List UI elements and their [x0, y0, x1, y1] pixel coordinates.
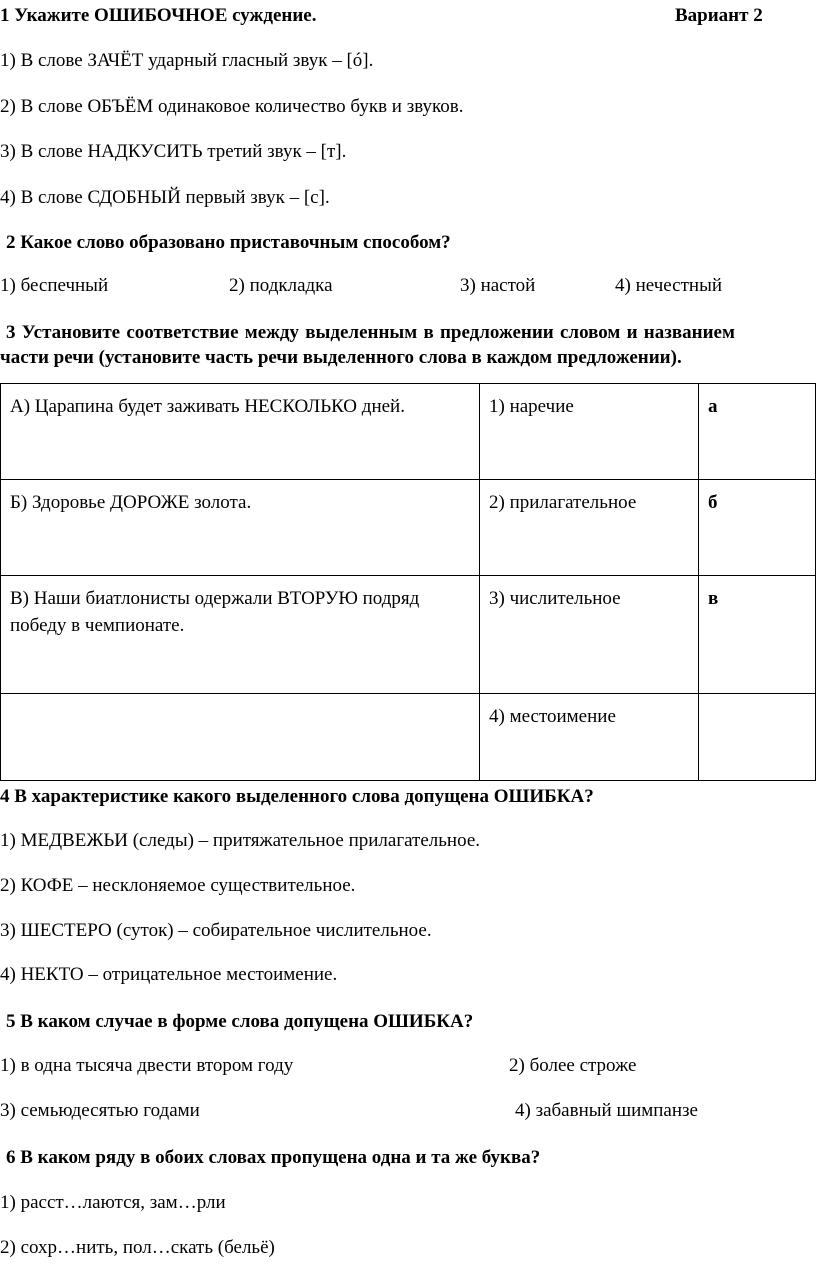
q3-title-line2: части речи (установите часть речи выделенного слова в каждом предложении). — [0, 347, 682, 368]
q6-title: 6 В каком ряду в обоих словах пропущена одна и та же буква? — [6, 1147, 541, 1168]
q4-option-4: 4) НЕКТО – отрицательное местоимение. — [0, 964, 338, 985]
matching-table — [0, 383, 816, 781]
table-row — [1, 480, 816, 576]
table-cell-part-of-speech: 3) числительное — [480, 576, 699, 694]
q2-option-1: 1) беспечный — [0, 275, 109, 296]
table-cell-part-of-speech: 1) наречие — [480, 384, 699, 480]
q6-option-1: 1) расст…лаются, зам…рли — [0, 1192, 226, 1213]
table-cell-sentence: Б) Здоровье ДОРОЖЕ золота. — [1, 480, 480, 576]
q2-option-3: 3) настой — [460, 275, 536, 296]
q4-option-1: 1) МЕДВЕЖЬИ (следы) – притяжательное прилагательное. — [0, 830, 481, 851]
q2-title: 2 Какое слово образовано приставочным способом? — [6, 232, 451, 253]
table-row — [1, 384, 816, 480]
answer-cell[interactable]: в — [699, 576, 816, 694]
q1-option-2: 2) В слове ОБЪЁМ одинаковое количество букв и звуков. — [0, 96, 464, 117]
q5-option-4: 4) забавный шимпанзе — [515, 1100, 698, 1121]
table-row — [1, 576, 816, 694]
q1-option-4: 4) В слове СДОБНЫЙ первый звук – [с]. — [0, 187, 330, 208]
table-cell-sentence — [1, 694, 480, 781]
table-cell-part-of-speech: 2) прилагательное — [480, 480, 699, 576]
q5-option-1: 1) в одна тысяча двести втором году — [0, 1055, 294, 1076]
q5-option-2: 2) более строже — [509, 1055, 637, 1076]
q1-option-3: 3) В слове НАДКУСИТЬ третий звук – [т]. — [0, 141, 347, 162]
table-cell-part-of-speech: 4) местоимение — [480, 694, 699, 781]
table-row — [1, 694, 816, 781]
q6-option-2: 2) сохр…нить, пол…скать (бельё) — [0, 1237, 275, 1258]
table-cell-sentence: А) Царапина будет заживать НЕСКОЛЬКО дней. — [1, 384, 480, 480]
q5-title: 5 В каком случае в форме слова допущена ОШИБКА? — [6, 1011, 474, 1032]
q2-option-2: 2) подкладка — [229, 275, 333, 296]
q4-title: 4 В характеристике какого выделенного слова допущена ОШИБКА? — [0, 786, 594, 807]
answer-cell[interactable] — [699, 694, 816, 781]
q1-title: 1 Укажите ОШИБОЧНОЕ суждение. — [0, 5, 317, 26]
q2-option-4: 4) нечестный — [615, 275, 723, 296]
table-cell-sentence: В) Наши биатлонисты одержали ВТОРУЮ подряд победу в чемпионате. — [1, 576, 480, 694]
q3-title-line1: 3 Установите соответствие между выделенным в предложении словом и названием — [6, 322, 735, 343]
q4-option-2: 2) КОФЕ – несклоняемое существительное. — [0, 875, 356, 896]
variant-label: Вариант 2 — [675, 5, 763, 26]
q1-option-1: 1) В слове ЗАЧЁТ ударный гласный звук – [ó]. — [0, 50, 374, 71]
answer-cell[interactable]: а — [699, 384, 816, 480]
q4-option-3: 3) ШЕСТЕРО (суток) – собирательное числительное. — [0, 920, 432, 941]
q5-option-3: 3) семьюдесятью годами — [0, 1100, 200, 1121]
answer-cell[interactable]: б — [699, 480, 816, 576]
